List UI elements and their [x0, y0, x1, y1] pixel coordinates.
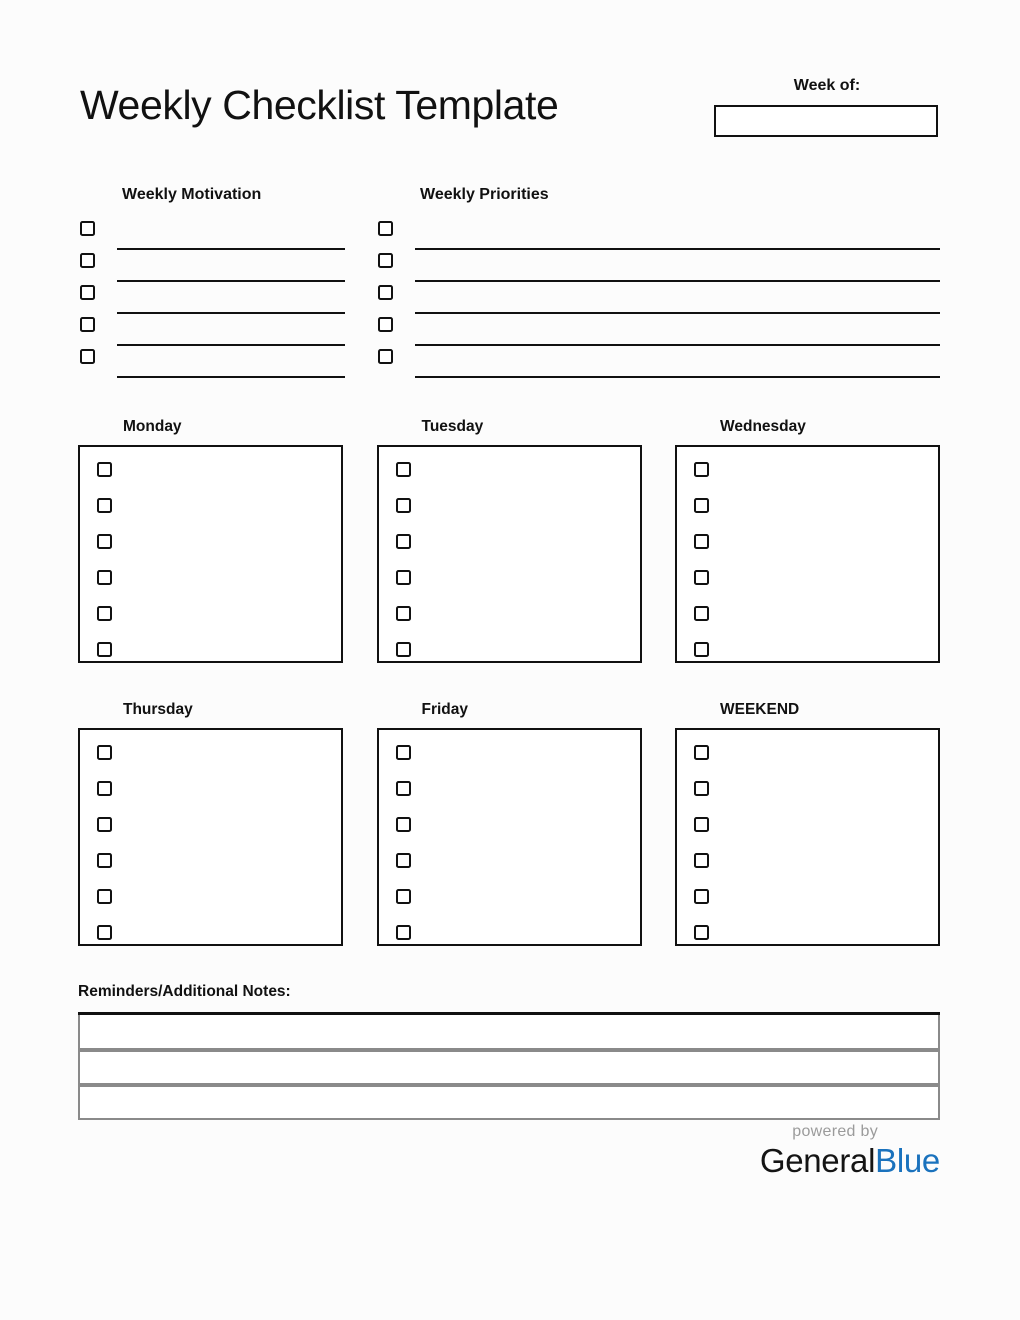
week-of-input[interactable] [714, 105, 938, 137]
checkbox-icon[interactable] [80, 317, 95, 332]
motivation-row [80, 252, 345, 284]
day-checklist-box[interactable] [377, 445, 642, 663]
day-label: Tuesday [421, 418, 484, 435]
checkbox-icon[interactable] [396, 889, 411, 904]
priority-row [378, 284, 940, 316]
checkbox-icon[interactable] [97, 642, 112, 657]
checkbox-icon[interactable] [97, 817, 112, 832]
checkbox-icon[interactable] [97, 570, 112, 585]
checkbox-icon[interactable] [97, 925, 112, 940]
checkbox-icon[interactable] [80, 221, 95, 236]
note-input-row[interactable] [78, 1015, 940, 1050]
checkbox-icon[interactable] [396, 570, 411, 585]
checkbox-icon[interactable] [396, 498, 411, 513]
day-label: Wednesday [720, 418, 806, 435]
week-of-label: Week of: [793, 77, 861, 94]
generalblue-logo [760, 1122, 940, 1180]
day-cell-weekend [675, 701, 940, 946]
week-of-group [714, 76, 940, 137]
checkbox-icon[interactable] [97, 498, 112, 513]
day-checklist-box[interactable] [675, 728, 940, 946]
checkbox-icon[interactable] [694, 462, 709, 477]
brand-general: General [759, 1142, 876, 1179]
weekly-motivation-heading: Weekly Motivation [122, 186, 262, 203]
priority-row [378, 252, 940, 284]
page-title: Weekly Checklist Template [80, 82, 559, 128]
day-label: Thursday [123, 701, 193, 718]
checkbox-icon[interactable] [97, 853, 112, 868]
priority-input[interactable] [415, 376, 940, 378]
checkbox-icon[interactable] [396, 534, 411, 549]
page-header [80, 76, 940, 156]
checkbox-icon[interactable] [694, 889, 709, 904]
weekly-priorities-section [378, 186, 940, 380]
checkbox-icon[interactable] [378, 221, 393, 236]
day-checklist-box[interactable] [78, 728, 343, 946]
checkbox-icon[interactable] [694, 534, 709, 549]
day-cell-tuesday [377, 418, 642, 663]
motivation-row [80, 284, 345, 316]
checkbox-icon[interactable] [80, 349, 95, 364]
brand-wordmark [760, 1142, 940, 1180]
weekly-motivation-section [80, 186, 345, 380]
checkbox-icon[interactable] [396, 606, 411, 621]
priority-input[interactable] [415, 248, 940, 250]
priority-row [378, 316, 940, 348]
checkbox-icon[interactable] [97, 606, 112, 621]
checkbox-icon[interactable] [396, 853, 411, 868]
note-input-row[interactable] [78, 1085, 940, 1120]
day-label: WEEKEND [720, 701, 800, 718]
powered-by-label: powered by [792, 1123, 878, 1140]
day-label: Friday [421, 701, 469, 718]
motivation-input[interactable] [117, 248, 345, 250]
priority-input[interactable] [415, 280, 940, 282]
motivation-input[interactable] [117, 376, 345, 378]
day-cell-wednesday [675, 418, 940, 663]
checkbox-icon[interactable] [694, 745, 709, 760]
checkbox-icon[interactable] [694, 570, 709, 585]
note-input-row[interactable] [78, 1050, 940, 1085]
day-checklist-box[interactable] [377, 728, 642, 946]
checkbox-icon[interactable] [694, 606, 709, 621]
motivation-row [80, 348, 345, 380]
day-checklist-box[interactable] [78, 445, 343, 663]
checkbox-icon[interactable] [378, 285, 393, 300]
checkbox-icon[interactable] [396, 642, 411, 657]
reminders-notes-label: Reminders/Additional Notes: [78, 983, 291, 1000]
checkbox-icon[interactable] [396, 817, 411, 832]
day-checklist-box[interactable] [675, 445, 940, 663]
checkbox-icon[interactable] [378, 349, 393, 364]
weekly-priorities-heading: Weekly Priorities [420, 186, 549, 203]
day-grid-row-2 [78, 701, 940, 946]
motivation-row [80, 220, 345, 252]
checkbox-icon[interactable] [396, 462, 411, 477]
day-grid-row-1 [78, 418, 940, 663]
checkbox-icon[interactable] [396, 745, 411, 760]
priority-row [378, 220, 940, 252]
checkbox-icon[interactable] [80, 253, 95, 268]
checkbox-icon[interactable] [694, 781, 709, 796]
priority-row [378, 348, 940, 380]
checkbox-icon[interactable] [80, 285, 95, 300]
motivation-input[interactable] [117, 280, 345, 282]
notes-rows [78, 1012, 940, 1120]
motivation-input[interactable] [117, 344, 345, 346]
checkbox-icon[interactable] [97, 462, 112, 477]
checkbox-icon[interactable] [694, 498, 709, 513]
day-cell-monday [78, 418, 343, 663]
reminders-notes-section [78, 983, 940, 1120]
checkbox-icon[interactable] [694, 817, 709, 832]
priority-input[interactable] [415, 344, 940, 346]
motivation-input[interactable] [117, 312, 345, 314]
day-cell-thursday [78, 701, 343, 946]
checkbox-icon[interactable] [97, 534, 112, 549]
checkbox-icon[interactable] [97, 781, 112, 796]
checkbox-icon[interactable] [378, 253, 393, 268]
day-label: Monday [123, 418, 182, 435]
checkbox-icon[interactable] [97, 745, 112, 760]
priority-input[interactable] [415, 312, 940, 314]
brand-blue: Blue [875, 1142, 940, 1179]
day-cell-friday [377, 701, 642, 946]
checkbox-icon[interactable] [694, 853, 709, 868]
checkbox-icon[interactable] [694, 642, 709, 657]
checkbox-icon[interactable] [396, 925, 411, 940]
checkbox-icon[interactable] [97, 889, 112, 904]
checkbox-icon[interactable] [378, 317, 393, 332]
checkbox-icon[interactable] [694, 925, 709, 940]
checkbox-icon[interactable] [396, 781, 411, 796]
motivation-row [80, 316, 345, 348]
